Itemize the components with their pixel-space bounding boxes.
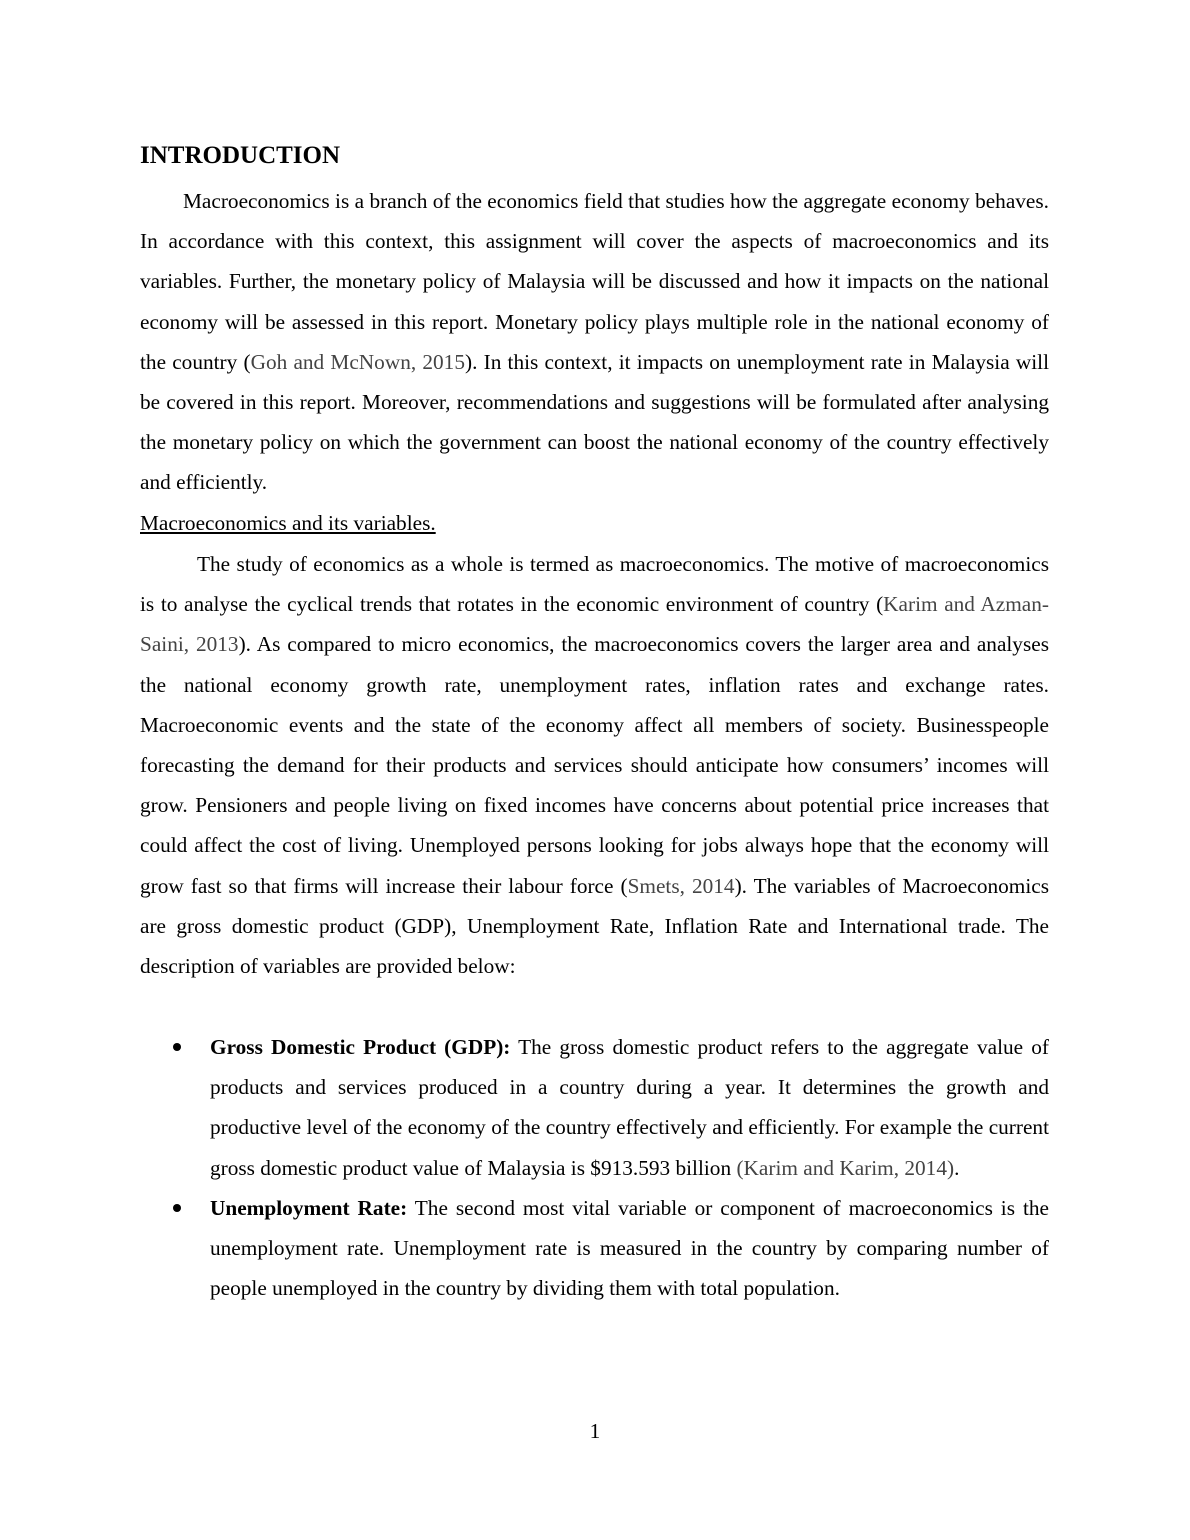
- paragraph-text: ). The variables of Macroeconomics are gross domestic product (GDP), Unemployment Rate, Inflation Rate and International trade. The description of variables are provided below:: [140, 873, 1049, 979]
- citation: Smets, 2014: [627, 873, 735, 898]
- bullet-icon: [173, 1043, 181, 1051]
- bullet-text: The gross domestic product refers to the aggregate value of products and services produced in a country during a year. It determines the growth and productive level of the economy of the country effectively and efficiently. For example the current gross domestic product value of Malaysia is $913.593 billion: [210, 1035, 1049, 1180]
- citation: Goh and McNown, 2015: [250, 349, 465, 374]
- variables-paragraph: [140, 544, 1049, 986]
- citation: Karim and Azman-Saini, 2013: [140, 592, 1049, 657]
- bullet-term: Unemployment Rate:: [210, 1195, 408, 1220]
- paragraph-text: The study of economics as a whole is termed as macroeconomics. The motive of macroeconomics is to analyse the cyclical trends that rotates in the economic environment of country (: [140, 552, 1049, 617]
- list-item: [140, 1188, 1049, 1309]
- page-number: 1: [589, 1419, 601, 1443]
- subsection-heading: Macroeconomics and its variables.: [140, 511, 436, 535]
- intro-text: ). In this context, it impacts on unemployment rate in Malaysia will be covered in this report. Moreover, recommendations and suggestions will be formulated after analysing the monetary policy on which the government can boost the national economy of the country effectively and efficiently.: [140, 349, 1049, 495]
- bullet-text: The second most vital variable or component of macroeconomics is the unemployment rate. Unemployment rate is measured in the country by comparing number of people unemployed in the country by dividing them with total population.: [210, 1195, 1049, 1301]
- bullet-icon: [173, 1204, 181, 1212]
- intro-paragraph: [140, 181, 1049, 503]
- intro-text: Macroeconomics is a branch of the economics field that studies how the aggregate economy behaves. In accordance with this context, this assignment will cover the aspects of macroeconomics and its variables. Further, the monetary policy of Malaysia will be discussed and how it impacts on the national economy will be assessed in this report. Monetary policy plays multiple role in the national economy of the country (: [140, 189, 1049, 374]
- paragraph-text: ). As compared to micro economics, the macroeconomics covers the larger area and analyses the national economy growth rate, unemployment rates, inflation rates and exchange rates. Macroeconomic events and the state of the economy affect all members of society. Businesspeople forecasting the demand for their products and services should anticipate how consumers’ incomes will grow. Pensioners and people living on fixed incomes have concerns about potential price increases that could affect the cost of living. Unemployed persons looking for jobs always hope that the economy will grow fast so that firms will increase their labour force (: [140, 632, 1049, 898]
- variables-list: [140, 1027, 1049, 1308]
- citation: (Karim and Karim, 2014): [736, 1155, 955, 1180]
- list-item: [140, 1027, 1049, 1188]
- bullet-text: .: [954, 1155, 960, 1180]
- bullet-term: Gross Domestic Product (GDP):: [210, 1035, 511, 1059]
- section-heading: INTRODUCTION: [140, 142, 341, 169]
